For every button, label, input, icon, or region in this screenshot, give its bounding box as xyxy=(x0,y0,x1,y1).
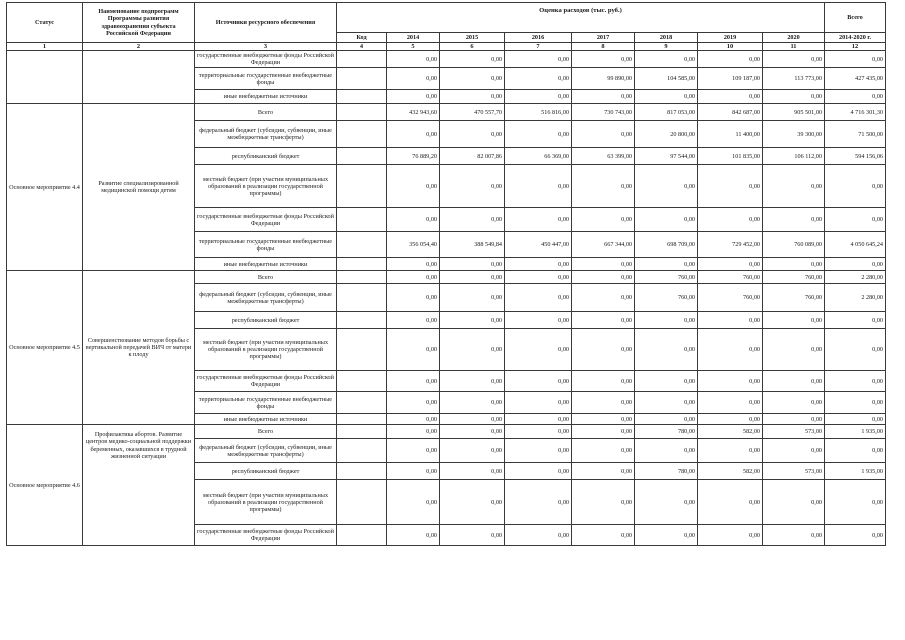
total-cell: 1 935,00 xyxy=(825,425,886,439)
value-cell: 0,00 xyxy=(698,392,763,414)
value-cell: 0,00 xyxy=(440,258,505,271)
value-cell: 0,00 xyxy=(572,165,635,208)
value-cell: 817 053,00 xyxy=(635,104,698,121)
value-cell: 356 054,40 xyxy=(387,232,440,258)
source-cell: государственные внебюджетные фонды Российской Федерации xyxy=(195,51,337,68)
value-cell: 0,00 xyxy=(572,284,635,312)
code-cell xyxy=(337,371,387,392)
value-cell: 0,00 xyxy=(763,329,825,371)
source-cell: местный бюджет (при участии муниципальных образований в реализации государственной программы) xyxy=(195,480,337,525)
source-cell: республиканский бюджет xyxy=(195,463,337,480)
value-cell: 0,00 xyxy=(505,165,572,208)
value-cell: 0,00 xyxy=(387,68,440,90)
total-cell: 0,00 xyxy=(825,165,886,208)
total-cell: 0,00 xyxy=(825,51,886,68)
header-status: Статус xyxy=(7,3,83,43)
total-cell: 0,00 xyxy=(825,258,886,271)
code-cell xyxy=(337,425,387,439)
value-cell: 0,00 xyxy=(635,208,698,232)
value-cell: 0,00 xyxy=(698,312,763,329)
value-cell: 760 089,00 xyxy=(763,232,825,258)
column-number: 5 xyxy=(387,43,440,51)
expenditure-table-sheet xyxy=(6,2,886,546)
total-cell: 0,00 xyxy=(825,480,886,525)
value-cell: 0,00 xyxy=(763,480,825,525)
value-cell: 0,00 xyxy=(505,414,572,425)
value-cell: 0,00 xyxy=(440,284,505,312)
code-cell xyxy=(337,271,387,284)
value-cell: 760,00 xyxy=(763,284,825,312)
value-cell: 573,00 xyxy=(763,425,825,439)
value-cell: 0,00 xyxy=(440,165,505,208)
value-cell: 0,00 xyxy=(763,371,825,392)
total-cell: 0,00 xyxy=(825,371,886,392)
value-cell: 0,00 xyxy=(572,371,635,392)
source-cell: республиканский бюджет xyxy=(195,312,337,329)
header-year: 2020 xyxy=(763,33,825,43)
value-cell: 20 800,00 xyxy=(635,121,698,148)
column-number: 7 xyxy=(505,43,572,51)
source-cell: государственные внебюджетные фонды Российской Федерации xyxy=(195,208,337,232)
value-cell: 0,00 xyxy=(440,271,505,284)
value-cell: 0,00 xyxy=(387,208,440,232)
code-cell xyxy=(337,284,387,312)
source-cell: федеральный бюджет (субсидии, субвенции, иные межбюджетные трансферты) xyxy=(195,439,337,463)
value-cell: 0,00 xyxy=(572,312,635,329)
header-program: Наименование подпрограмм Программы развития здравоохранения субъекта Российской Федерации xyxy=(83,3,195,43)
total-cell: 0,00 xyxy=(825,439,886,463)
total-cell: 0,00 xyxy=(825,90,886,104)
source-cell: государственные внебюджетные фонды Российской Федерации xyxy=(195,525,337,546)
column-number: 4 xyxy=(337,43,387,51)
value-cell: 0,00 xyxy=(505,329,572,371)
header-code: Код xyxy=(337,33,387,43)
code-cell xyxy=(337,258,387,271)
value-cell: 760,00 xyxy=(698,271,763,284)
value-cell: 698 709,00 xyxy=(635,232,698,258)
value-cell: 0,00 xyxy=(387,371,440,392)
code-cell xyxy=(337,232,387,258)
value-cell: 0,00 xyxy=(440,425,505,439)
value-cell: 0,00 xyxy=(505,258,572,271)
status-cell xyxy=(7,51,83,104)
value-cell: 0,00 xyxy=(763,312,825,329)
value-cell: 0,00 xyxy=(440,208,505,232)
table-row xyxy=(7,51,886,68)
value-cell: 0,00 xyxy=(440,414,505,425)
code-cell xyxy=(337,312,387,329)
value-cell: 0,00 xyxy=(763,90,825,104)
value-cell: 0,00 xyxy=(440,121,505,148)
value-cell: 0,00 xyxy=(440,90,505,104)
source-cell: республиканский бюджет xyxy=(195,148,337,165)
value-cell: 66 369,00 xyxy=(505,148,572,165)
value-cell: 0,00 xyxy=(572,329,635,371)
source-cell: Всего xyxy=(195,104,337,121)
value-cell: 0,00 xyxy=(440,463,505,480)
value-cell: 0,00 xyxy=(440,439,505,463)
value-cell: 0,00 xyxy=(763,165,825,208)
value-cell: 11 400,00 xyxy=(698,121,763,148)
value-cell: 0,00 xyxy=(698,258,763,271)
value-cell: 99 890,00 xyxy=(572,68,635,90)
code-cell xyxy=(337,68,387,90)
value-cell: 0,00 xyxy=(572,271,635,284)
value-cell: 0,00 xyxy=(505,425,572,439)
total-cell: 0,00 xyxy=(825,392,886,414)
source-cell: территориальные государственные внебюджетные фонды xyxy=(195,392,337,414)
value-cell: 730 743,00 xyxy=(572,104,635,121)
value-cell: 0,00 xyxy=(635,312,698,329)
value-cell: 0,00 xyxy=(387,165,440,208)
value-cell: 0,00 xyxy=(698,329,763,371)
value-cell: 0,00 xyxy=(505,439,572,463)
value-cell: 729 452,00 xyxy=(698,232,763,258)
value-cell: 104 585,00 xyxy=(635,68,698,90)
value-cell: 0,00 xyxy=(698,90,763,104)
value-cell: 0,00 xyxy=(572,51,635,68)
value-cell: 0,00 xyxy=(698,165,763,208)
value-cell: 0,00 xyxy=(387,51,440,68)
value-cell: 0,00 xyxy=(635,480,698,525)
header-year: 2016 xyxy=(505,33,572,43)
value-cell: 0,00 xyxy=(572,439,635,463)
column-number: 12 xyxy=(825,43,886,51)
value-cell: 0,00 xyxy=(505,392,572,414)
value-cell: 0,00 xyxy=(635,329,698,371)
value-cell: 0,00 xyxy=(635,392,698,414)
value-cell: 0,00 xyxy=(572,258,635,271)
value-cell: 573,00 xyxy=(763,463,825,480)
value-cell: 0,00 xyxy=(440,371,505,392)
value-cell: 780,00 xyxy=(635,425,698,439)
value-cell: 0,00 xyxy=(505,525,572,546)
source-cell: Всего xyxy=(195,271,337,284)
code-cell xyxy=(337,463,387,480)
code-cell xyxy=(337,480,387,525)
value-cell: 0,00 xyxy=(698,208,763,232)
value-cell: 63 399,00 xyxy=(572,148,635,165)
column-number: 2 xyxy=(83,43,195,51)
total-cell: 4 716 301,30 xyxy=(825,104,886,121)
value-cell: 113 773,00 xyxy=(763,68,825,90)
value-cell: 0,00 xyxy=(505,312,572,329)
value-cell: 0,00 xyxy=(763,414,825,425)
value-cell: 0,00 xyxy=(387,258,440,271)
header-total: Всего xyxy=(825,3,886,33)
program-cell: Профилактика абортов. Развитие центров медико-социальной поддержки беременных, оказавшихся в трудной жизненной ситуации xyxy=(83,425,195,546)
code-cell xyxy=(337,525,387,546)
header-year: 2018 xyxy=(635,33,698,43)
value-cell: 0,00 xyxy=(440,525,505,546)
value-cell: 432 943,60 xyxy=(387,104,440,121)
source-cell: местный бюджет (при участии муниципальных образований в реализации государственной программы) xyxy=(195,329,337,371)
header-year: 2017 xyxy=(572,33,635,43)
value-cell: 0,00 xyxy=(572,525,635,546)
code-cell xyxy=(337,329,387,371)
total-cell: 71 500,00 xyxy=(825,121,886,148)
value-cell: 0,00 xyxy=(635,414,698,425)
value-cell: 0,00 xyxy=(763,439,825,463)
source-cell: иные внебюджетные источники xyxy=(195,414,337,425)
code-cell xyxy=(337,392,387,414)
value-cell: 0,00 xyxy=(440,68,505,90)
program-cell: Развитие специализированной медицинской помощи детям xyxy=(83,104,195,271)
value-cell: 0,00 xyxy=(387,312,440,329)
total-cell: 2 280,00 xyxy=(825,271,886,284)
value-cell: 0,00 xyxy=(698,414,763,425)
value-cell: 0,00 xyxy=(505,90,572,104)
value-cell: 0,00 xyxy=(387,284,440,312)
column-number: 10 xyxy=(698,43,763,51)
value-cell: 0,00 xyxy=(635,525,698,546)
total-cell: 0,00 xyxy=(825,525,886,546)
value-cell: 905 501,00 xyxy=(763,104,825,121)
value-cell: 0,00 xyxy=(698,480,763,525)
header-year: 2015 xyxy=(440,33,505,43)
total-cell: 0,00 xyxy=(825,414,886,425)
total-cell: 0,00 xyxy=(825,208,886,232)
value-cell: 0,00 xyxy=(505,271,572,284)
total-cell: 2 280,00 xyxy=(825,284,886,312)
header-year: 2014 xyxy=(387,33,440,43)
value-cell: 97 544,00 xyxy=(635,148,698,165)
value-cell: 0,00 xyxy=(505,68,572,90)
value-cell: 0,00 xyxy=(698,51,763,68)
value-cell: 0,00 xyxy=(387,414,440,425)
total-cell: 427 435,00 xyxy=(825,68,886,90)
value-cell: 0,00 xyxy=(572,414,635,425)
value-cell: 760,00 xyxy=(635,284,698,312)
code-cell xyxy=(337,208,387,232)
value-cell: 0,00 xyxy=(635,165,698,208)
table-row xyxy=(7,425,886,439)
program-cell: Совершенствование методов борьбы с вертикальной передачей ВИЧ от матери к плоду xyxy=(83,271,195,425)
value-cell: 0,00 xyxy=(635,439,698,463)
value-cell: 0,00 xyxy=(387,392,440,414)
value-cell: 0,00 xyxy=(698,525,763,546)
column-number: 11 xyxy=(763,43,825,51)
value-cell: 388 549,84 xyxy=(440,232,505,258)
code-cell xyxy=(337,148,387,165)
value-cell: 0,00 xyxy=(635,90,698,104)
value-cell: 667 344,00 xyxy=(572,232,635,258)
value-cell: 0,00 xyxy=(698,439,763,463)
column-number: 8 xyxy=(572,43,635,51)
value-cell: 0,00 xyxy=(440,480,505,525)
header-sources: Источники ресурсного обеспечения xyxy=(195,3,337,43)
source-cell: местный бюджет (при участии муниципальных образований в реализации государственной программы) xyxy=(195,165,337,208)
value-cell: 0,00 xyxy=(763,51,825,68)
source-cell: федеральный бюджет (субсидии, субвенции, иные межбюджетные трансферты) xyxy=(195,284,337,312)
column-number-row xyxy=(7,43,886,51)
source-cell: иные внебюджетные источники xyxy=(195,258,337,271)
value-cell: 0,00 xyxy=(572,480,635,525)
value-cell: 0,00 xyxy=(440,329,505,371)
code-cell xyxy=(337,414,387,425)
value-cell: 0,00 xyxy=(387,463,440,480)
value-cell: 0,00 xyxy=(505,463,572,480)
value-cell: 0,00 xyxy=(387,271,440,284)
value-cell: 0,00 xyxy=(505,480,572,525)
expenditure-table-body xyxy=(7,51,886,546)
code-cell xyxy=(337,90,387,104)
header-estimate: Оценка расходов (тыс. руб.) xyxy=(337,3,825,33)
source-cell: территориальные государственные внебюджетные фонды xyxy=(195,68,337,90)
value-cell: 0,00 xyxy=(698,371,763,392)
value-cell: 760,00 xyxy=(763,271,825,284)
value-cell: 516 816,00 xyxy=(505,104,572,121)
value-cell: 0,00 xyxy=(572,208,635,232)
source-cell: Всего xyxy=(195,425,337,439)
total-cell: 4 050 645,24 xyxy=(825,232,886,258)
status-cell: Основное мероприятие 4.4 xyxy=(7,104,83,271)
program-cell xyxy=(83,51,195,104)
total-cell: 1 935,00 xyxy=(825,463,886,480)
value-cell: 842 687,00 xyxy=(698,104,763,121)
value-cell: 101 835,00 xyxy=(698,148,763,165)
column-number: 9 xyxy=(635,43,698,51)
value-cell: 0,00 xyxy=(387,439,440,463)
value-cell: 39 300,00 xyxy=(763,121,825,148)
value-cell: 0,00 xyxy=(572,121,635,148)
value-cell: 0,00 xyxy=(387,425,440,439)
value-cell: 0,00 xyxy=(572,90,635,104)
value-cell: 780,00 xyxy=(635,463,698,480)
value-cell: 582,00 xyxy=(698,463,763,480)
value-cell: 0,00 xyxy=(635,371,698,392)
value-cell: 106 112,00 xyxy=(763,148,825,165)
source-cell: иные внебюджетные источники xyxy=(195,90,337,104)
value-cell: 582,00 xyxy=(698,425,763,439)
value-cell: 0,00 xyxy=(387,480,440,525)
value-cell: 0,00 xyxy=(387,525,440,546)
value-cell: 0,00 xyxy=(505,208,572,232)
status-cell: Основное мероприятие 4.5 xyxy=(7,271,83,425)
total-cell: 594 156,06 xyxy=(825,148,886,165)
header-total-period: 2014-2020 г. xyxy=(825,33,886,43)
table-row xyxy=(7,271,886,284)
value-cell: 0,00 xyxy=(763,208,825,232)
source-cell: государственные внебюджетные фонды Российской Федерации xyxy=(195,371,337,392)
value-cell: 760,00 xyxy=(635,271,698,284)
total-cell: 0,00 xyxy=(825,329,886,371)
code-cell xyxy=(337,51,387,68)
value-cell: 0,00 xyxy=(572,463,635,480)
value-cell: 0,00 xyxy=(440,51,505,68)
value-cell: 109 187,00 xyxy=(698,68,763,90)
expenditure-table xyxy=(6,2,886,546)
code-cell xyxy=(337,104,387,121)
value-cell: 0,00 xyxy=(763,392,825,414)
source-cell: федеральный бюджет (субсидии, субвенции, иные межбюджетные трансферты) xyxy=(195,121,337,148)
value-cell: 470 557,70 xyxy=(440,104,505,121)
value-cell: 0,00 xyxy=(572,425,635,439)
value-cell: 0,00 xyxy=(387,329,440,371)
value-cell: 0,00 xyxy=(763,525,825,546)
value-cell: 0,00 xyxy=(505,371,572,392)
value-cell: 76 889,20 xyxy=(387,148,440,165)
value-cell: 0,00 xyxy=(387,121,440,148)
table-row xyxy=(7,104,886,121)
code-cell xyxy=(337,165,387,208)
value-cell: 0,00 xyxy=(440,312,505,329)
value-cell: 82 007,86 xyxy=(440,148,505,165)
column-number: 6 xyxy=(440,43,505,51)
value-cell: 0,00 xyxy=(387,90,440,104)
status-cell: Основное мероприятие 4.6 xyxy=(7,425,83,546)
value-cell: 0,00 xyxy=(635,51,698,68)
value-cell: 0,00 xyxy=(505,51,572,68)
value-cell: 0,00 xyxy=(763,258,825,271)
value-cell: 450 447,00 xyxy=(505,232,572,258)
value-cell: 0,00 xyxy=(635,258,698,271)
value-cell: 0,00 xyxy=(572,392,635,414)
value-cell: 760,00 xyxy=(698,284,763,312)
code-cell xyxy=(337,121,387,148)
source-cell: территориальные государственные внебюджетные фонды xyxy=(195,232,337,258)
code-cell xyxy=(337,439,387,463)
value-cell: 0,00 xyxy=(505,284,572,312)
column-number: 1 xyxy=(7,43,83,51)
column-number: 3 xyxy=(195,43,337,51)
total-cell: 0,00 xyxy=(825,312,886,329)
value-cell: 0,00 xyxy=(505,121,572,148)
header-year: 2019 xyxy=(698,33,763,43)
value-cell: 0,00 xyxy=(440,392,505,414)
